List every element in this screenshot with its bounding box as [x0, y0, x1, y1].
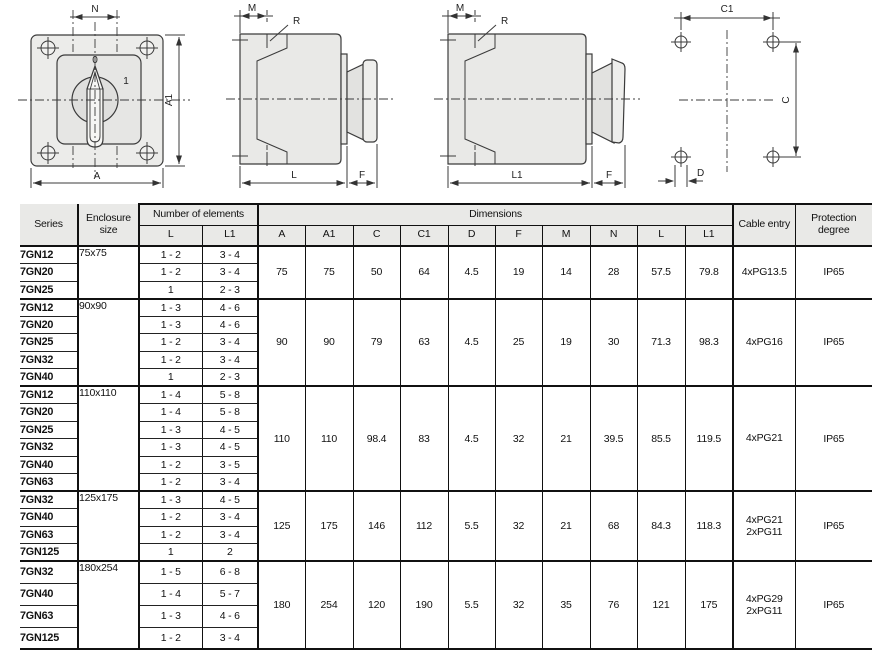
elements-l-cell: 1: [139, 544, 202, 562]
col-header-elements-l: L: [139, 225, 202, 246]
dim-cell-l: 121: [637, 561, 685, 649]
elements-l-cell: 1 - 2: [139, 509, 202, 527]
col-header-protection: Protection degree: [795, 204, 872, 246]
protection-degree-cell: IP65: [795, 299, 872, 387]
dim-cell-a1: 75: [305, 246, 353, 299]
series-cell: 7GN63: [20, 605, 78, 627]
elements-l-cell: 1 - 2: [139, 351, 202, 369]
dim-cell-c1: 83: [400, 386, 448, 491]
elements-l-cell: 1 - 2: [139, 334, 202, 352]
elements-l1-cell: 3 - 5: [202, 456, 258, 474]
dim-cell-d: 5.5: [448, 491, 495, 561]
series-cell: 7GN12: [20, 299, 78, 317]
elements-l-cell: 1 - 3: [139, 299, 202, 317]
col-header-cable: Cable entry: [733, 204, 795, 246]
dim-cell-a: 90: [258, 299, 305, 387]
dim-cell-f: 32: [495, 491, 542, 561]
dim-cell-c: 120: [353, 561, 400, 649]
elements-l-cell: 1 - 2: [139, 456, 202, 474]
col-header-dim-n: N: [590, 225, 637, 246]
col-header-dimensions: Dimensions: [258, 204, 733, 225]
col-header-dim-f: F: [495, 225, 542, 246]
col-header-elements: Number of elements: [139, 204, 258, 225]
protection-degree-cell: IP65: [795, 491, 872, 561]
cable-entry-cell: 4xPG16: [733, 299, 795, 387]
dim-cell-f: 32: [495, 561, 542, 649]
col-header-dim-l: L: [637, 225, 685, 246]
side-view-long-drawing: [434, 3, 640, 188]
series-cell: 7GN32: [20, 439, 78, 457]
knob-front: [363, 60, 377, 142]
col-header-dim-a: A: [258, 225, 305, 246]
dim-cell-c: 50: [353, 246, 400, 299]
elements-l1-cell: 4 - 6: [202, 605, 258, 627]
dim-f: [594, 145, 625, 188]
dim-cell-c1: 112: [400, 491, 448, 561]
dim-cell-c1: 64: [400, 246, 448, 299]
dim-cell-f: 19: [495, 246, 542, 299]
enclosure-size-cell: 125x175: [78, 491, 139, 561]
spec-table: [20, 203, 872, 650]
dim-cell-c: 79: [353, 299, 400, 387]
dim-cell-l: 57.5: [637, 246, 685, 299]
elements-l1-cell: 4 - 6: [202, 299, 258, 317]
label-l1: L1: [511, 170, 523, 181]
dim-cell-d: 4.5: [448, 299, 495, 387]
col-header-dim-c: C: [353, 225, 400, 246]
dim-cell-d: 4.5: [448, 386, 495, 491]
elements-l1-cell: 3 - 4: [202, 264, 258, 282]
enclosure-size-cell: 180x254: [78, 561, 139, 649]
label-n: N: [91, 4, 99, 15]
dim-cell-a: 125: [258, 491, 305, 561]
dim-cell-c1: 63: [400, 299, 448, 387]
dim-cell-m: 19: [542, 299, 590, 387]
elements-l1-cell: 4 - 5: [202, 439, 258, 457]
dim-cell-a1: 90: [305, 299, 353, 387]
dim-cell-l1: 175: [685, 561, 733, 649]
dim-cell-l1: 118.3: [685, 491, 733, 561]
cable-entry-cell: 4xPG29 2xPG11: [733, 561, 795, 649]
dim-cell-d: 4.5: [448, 246, 495, 299]
series-cell: 7GN32: [20, 351, 78, 369]
protection-degree-cell: IP65: [795, 246, 872, 299]
elements-l1-cell: 2: [202, 544, 258, 562]
label-pos1: 1: [123, 76, 129, 87]
dim-cell-l: 71.3: [637, 299, 685, 387]
cable-entry-cell: 4xPG21: [733, 386, 795, 491]
series-cell: 7GN63: [20, 474, 78, 492]
elements-l-cell: 1 - 2: [139, 246, 202, 264]
dim-cell-m: 35: [542, 561, 590, 649]
dim-f: [349, 144, 377, 188]
elements-l-cell: 1 - 4: [139, 404, 202, 422]
label-c1: C1: [720, 4, 734, 15]
col-header-dim-m: M: [542, 225, 590, 246]
dim-cell-l1: 79.8: [685, 246, 733, 299]
series-cell: 7GN40: [20, 456, 78, 474]
elements-l1-cell: 6 - 8: [202, 561, 258, 583]
elements-l1-cell: 5 - 7: [202, 583, 258, 605]
dim-cell-a1: 110: [305, 386, 353, 491]
series-cell: 7GN32: [20, 491, 78, 509]
elements-l1-cell: 3 - 4: [202, 526, 258, 544]
elements-l-cell: 1: [139, 281, 202, 299]
dim-cell-m: 21: [542, 386, 590, 491]
elements-l-cell: 1 - 3: [139, 421, 202, 439]
dim-cell-n: 28: [590, 246, 637, 299]
protection-degree-cell: IP65: [795, 561, 872, 649]
dim-cell-n: 30: [590, 299, 637, 387]
elements-l1-cell: 2 - 3: [202, 281, 258, 299]
elements-l-cell: 1 - 3: [139, 605, 202, 627]
drill-template-drawing: [658, 4, 801, 187]
series-cell: 7GN125: [20, 627, 78, 649]
col-header-dim-a1: A1: [305, 225, 353, 246]
series-cell: 7GN12: [20, 246, 78, 264]
label-a: A: [93, 171, 101, 182]
dim-cell-a1: 254: [305, 561, 353, 649]
dim-cell-l: 84.3: [637, 491, 685, 561]
col-header-dim-l1: L1: [685, 225, 733, 246]
dim-cell-f: 25: [495, 299, 542, 387]
elements-l1-cell: 5 - 8: [202, 386, 258, 404]
cable-entry-cell: 4xPG13.5: [733, 246, 795, 299]
elements-l-cell: 1 - 3: [139, 316, 202, 334]
label-r: R: [501, 16, 509, 27]
spec-table-body: [20, 246, 872, 649]
dim-cell-a: 180: [258, 561, 305, 649]
elements-l-cell: 1 - 2: [139, 264, 202, 282]
elements-l1-cell: 3 - 4: [202, 474, 258, 492]
front-view-drawing: [18, 4, 190, 188]
elements-l1-cell: 3 - 4: [202, 246, 258, 264]
dim-cell-a: 110: [258, 386, 305, 491]
elements-l1-cell: 3 - 4: [202, 334, 258, 352]
elements-l1-cell: 5 - 8: [202, 404, 258, 422]
dim-cell-c: 98.4: [353, 386, 400, 491]
elements-l-cell: 1 - 3: [139, 439, 202, 457]
elements-l1-cell: 3 - 4: [202, 627, 258, 649]
elements-l-cell: 1 - 5: [139, 561, 202, 583]
knob-front: [612, 59, 625, 143]
series-cell: 7GN125: [20, 544, 78, 562]
dim-cell-c: 146: [353, 491, 400, 561]
label-f: F: [605, 170, 613, 181]
side-view-short-drawing: [226, 3, 396, 188]
col-header-elements-l1: L1: [202, 225, 258, 246]
series-cell: 7GN12: [20, 386, 78, 404]
label-pos0: 0: [92, 55, 98, 66]
center-lines: [679, 30, 776, 172]
dim-cell-m: 21: [542, 491, 590, 561]
label-d: D: [697, 168, 705, 179]
cable-entry-cell: 4xPG21 2xPG11: [733, 491, 795, 561]
elements-l1-cell: 4 - 5: [202, 491, 258, 509]
series-cell: 7GN40: [20, 509, 78, 527]
dim-cell-n: 39.5: [590, 386, 637, 491]
series-cell: 7GN40: [20, 583, 78, 605]
label-a1: A1: [164, 93, 175, 107]
label-m: M: [247, 3, 257, 14]
label-r: R: [293, 16, 301, 27]
elements-l1-cell: 4 - 6: [202, 316, 258, 334]
col-header-dim-c1: C1: [400, 225, 448, 246]
dim-cell-d: 5.5: [448, 561, 495, 649]
elements-l-cell: 1 - 3: [139, 491, 202, 509]
elements-l-cell: 1 - 2: [139, 526, 202, 544]
series-cell: 7GN32: [20, 561, 78, 583]
label-f: F: [358, 170, 366, 181]
elements-l-cell: 1 - 2: [139, 474, 202, 492]
dim-cell-a: 75: [258, 246, 305, 299]
dim-cell-a1: 175: [305, 491, 353, 561]
col-header-enclosure: Enclosure size: [78, 204, 139, 246]
elements-l-cell: 1 - 4: [139, 583, 202, 605]
dim-cell-n: 68: [590, 491, 637, 561]
enclosure-size-cell: 75x75: [78, 246, 139, 299]
elements-l1-cell: 2 - 3: [202, 369, 258, 387]
col-header-dim-d: D: [448, 225, 495, 246]
label-m: M: [455, 3, 465, 14]
elements-l1-cell: 4 - 5: [202, 421, 258, 439]
dim-cell-f: 32: [495, 386, 542, 491]
series-cell: 7GN63: [20, 526, 78, 544]
protection-degree-cell: IP65: [795, 386, 872, 491]
series-cell: 7GN25: [20, 421, 78, 439]
dim-cell-m: 14: [542, 246, 590, 299]
knob-side: [592, 62, 614, 143]
elements-l-cell: 1 - 4: [139, 386, 202, 404]
elements-l-cell: 1: [139, 369, 202, 387]
dim-cell-l1: 98.3: [685, 299, 733, 387]
enclosure-size-cell: 90x90: [78, 299, 139, 387]
label-l: L: [291, 170, 297, 181]
series-cell: 7GN40: [20, 369, 78, 387]
technical-drawings: [0, 0, 874, 200]
dim-cell-n: 76: [590, 561, 637, 649]
label-c: C: [781, 96, 792, 104]
series-cell: 7GN20: [20, 264, 78, 282]
dim-cell-c1: 190: [400, 561, 448, 649]
enclosure-size-cell: 110x110: [78, 386, 139, 491]
dim-cell-l1: 119.5: [685, 386, 733, 491]
elements-l1-cell: 3 - 4: [202, 351, 258, 369]
series-cell: 7GN20: [20, 404, 78, 422]
elements-l-cell: 1 - 2: [139, 627, 202, 649]
col-header-series: Series: [20, 204, 78, 246]
elements-l1-cell: 3 - 4: [202, 509, 258, 527]
series-cell: 7GN25: [20, 281, 78, 299]
series-cell: 7GN25: [20, 334, 78, 352]
dim-cell-l: 85.5: [637, 386, 685, 491]
series-cell: 7GN20: [20, 316, 78, 334]
